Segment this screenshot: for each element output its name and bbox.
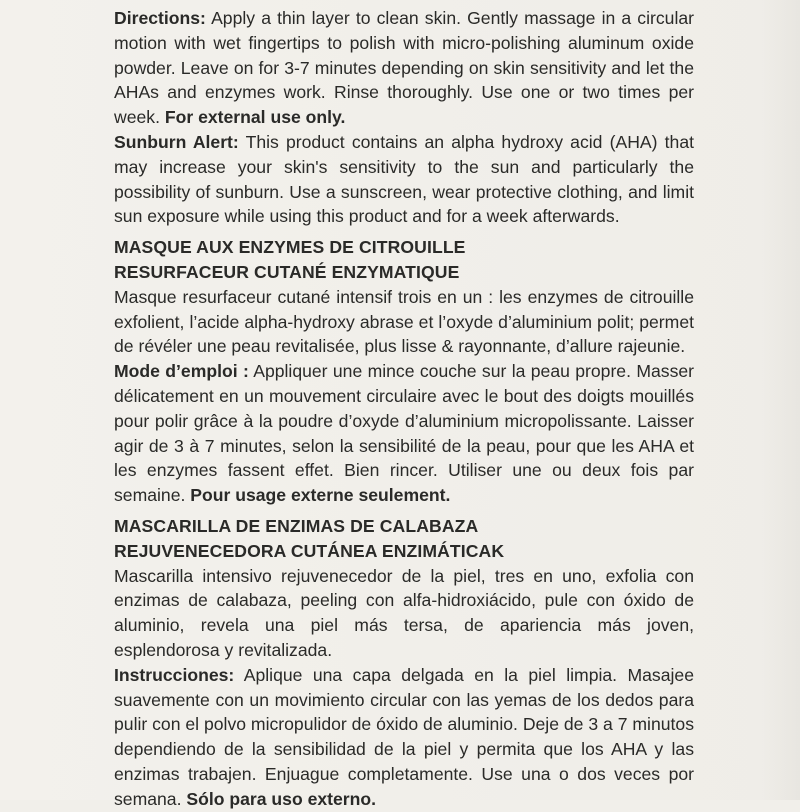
spanish-title-line2: REJUVENECEDORA CUTÁNEA ENZIMÁTICAK	[114, 540, 505, 561]
label-edge-shadow	[760, 0, 800, 800]
external-use-notice-en: For external use only.	[164, 107, 346, 128]
label-text-block	[114, 6, 694, 812]
sunburn-label: Sunburn Alert:	[114, 131, 239, 152]
instrucciones-text: Aplique una capa delgada en la piel limpia. Masajee suavemente con un movimiento circular con las yemas de los dedos para pulir con el polvo micropulidor de óxido de aluminio. Deje de 3 a 7 minutos dependiendo de la sensibilidad de la piel y permita que los AHA y las enzimas trabajen. Enjuague completamente. Use una o dos veces por semana.	[114, 664, 694, 809]
spanish-instrucciones	[114, 663, 694, 812]
french-mode-emploi	[114, 359, 694, 508]
external-use-notice-es: Sólo para uso externo.	[186, 788, 377, 809]
sunburn-text: This product contains an alpha hydroxy acid (AHA) that may increase your skin's sensitivity to the sun and particularly the possibility of sunburn. Use a sunscreen, wear protective clothing, and limit sun exposure while using this product and for a week afterwards.	[114, 131, 695, 227]
french-title-line1: MASQUE AUX ENZYMES DE CITROUILLE	[114, 237, 466, 258]
directions-text: Apply a thin layer to clean skin. Gently massage in a circular motion with wet fingertips to polish with micro-polishing aluminum oxide powder. Leave on for 3-7 minutes depending on skin sensitivity and let the AHAs and enzymes work. Rinse thoroughly. Use one or two times per week.	[114, 8, 694, 128]
french-title-line2: RESURFACEUR CUTANÉ ENZYMATIQUE	[114, 261, 460, 282]
mode-emploi-text: Appliquer une mince couche sur la peau propre. Masser délicatement en un mouvement circulaire avec le bout des doigts mouillés pour polir grâce à la poudre d’oxyde d’aluminium micropolissante. Laisser agir de 3 à 7 minutes, selon la sensibilité de la peau, pour que les AHA et les enzymes fassent effet. Bien rincer. Utiliser une ou deux fois par semaine.	[114, 361, 695, 506]
directions-label: Directions:	[114, 8, 206, 28]
instrucciones-label: Instrucciones:	[114, 664, 235, 685]
english-directions	[114, 6, 694, 130]
spanish-description: Mascarilla intensivo rejuvenecedor de la piel, tres en uno, exfolia con enzimas de calabaza, peeling con alfa-hidroxiácido, pule con óxido de aluminio, revela una piel más tersa, de apariencia más joven, esplendorosa y revitalizada.	[114, 565, 694, 660]
external-use-notice-fr: Pour usage externe seulement.	[190, 485, 451, 506]
spanish-title-line1: MASCARILLA DE ENZIMAS DE CALABAZA	[114, 515, 479, 536]
mode-emploi-label: Mode d’emploi :	[114, 361, 249, 382]
french-description: Masque resurfaceur cutané intensif trois en un : les enzymes de citrouille exfolient, l’acide alpha-hydroxy abrase et l’oxyde d’aluminium polit; permet de révéler une peau revitalisée, plus lisse & rayonnante, d’allure rajeunie.	[114, 286, 694, 357]
english-sunburn-alert	[114, 130, 694, 229]
